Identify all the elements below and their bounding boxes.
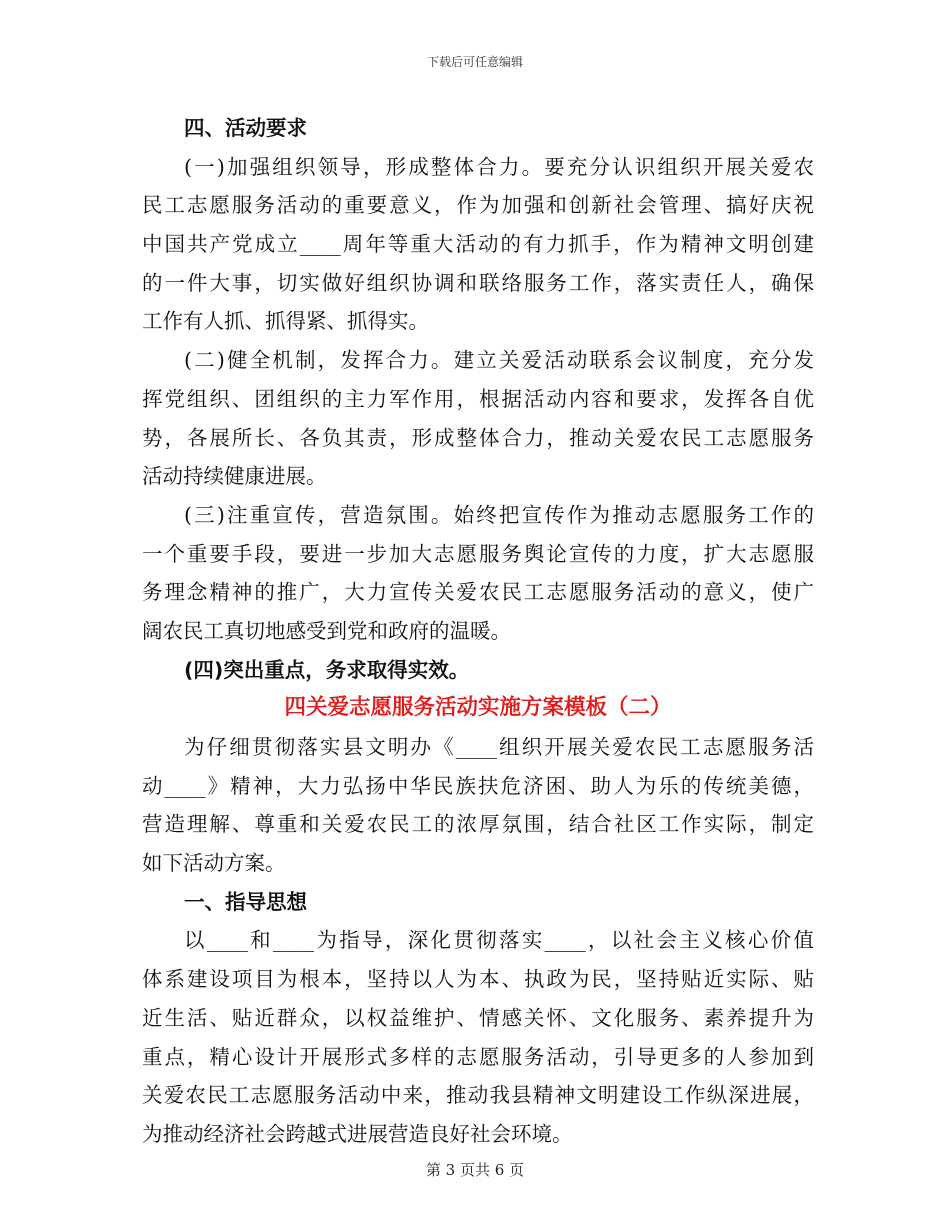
paragraph-mechanism: [142, 341, 814, 496]
page-header: 下载后可任意编辑: [426, 55, 523, 69]
document-body: [142, 109, 814, 1154]
section-heading-requirements: 四、活动要求: [184, 116, 307, 140]
paragraph-guiding-ideology: [142, 921, 814, 1153]
text-line: 的一件大事，切实做好组织协调和联络服务工作，落实责任人，确保: [142, 270, 814, 295]
text-line: 民工志愿服务活动的重要意义，作为加强和创新社会管理、搞好庆祝: [142, 193, 814, 218]
text-line: 工作有人抓、抓得紧、抓得实。: [142, 309, 429, 334]
text-line: 为推动经济社会跨越式进展营造良好社会环境。: [142, 1121, 573, 1146]
text-line: 为仔细贯彻落实县文明办《____组织开展关爱农民工志愿服务活: [184, 735, 814, 759]
text-line: 一个重要手段，要进一步加大志愿服务舆论宣传的力度，扩大志愿服: [142, 541, 814, 566]
section-heading-guiding-ideology: 一、指导思想: [184, 889, 307, 914]
paragraph-publicity: [142, 496, 814, 651]
text-line: 活动持续健康进展。: [142, 464, 327, 489]
template-title: 四关爱志愿服务活动实施方案模板（二）: [284, 695, 672, 721]
text-line: 以____和____为指导，深化贯彻落实____，以社会主义核心价值: [184, 928, 814, 953]
paragraph-focus: (四)突出重点，务求取得实效。: [184, 657, 470, 682]
text-line: 关爱农民工志愿服务活动中来，推动我县精神文明建设工作纵深进展，: [142, 1083, 814, 1108]
text-line: 营造理解、尊重和关爱农民工的浓厚氛围，结合社区工作实际，制定: [142, 812, 814, 837]
text-line: 如下活动方案。: [142, 851, 286, 876]
text-line: (三)注重宣传，营造氛围。始终把宣传作为推动志愿服务工作的: [184, 502, 814, 527]
paragraph-intro: [142, 728, 814, 883]
text-line: 重点，精心设计开展形式多样的志愿服务活动，引导更多的人参加到: [142, 1044, 814, 1069]
text-line: (二)健全机制，发挥合力。建立关爱活动联系会议制度，充分发: [184, 348, 814, 373]
text-line: (一)加强组织领导，形成整体合力。要充分认识组织开展关爱农: [184, 154, 814, 179]
text-line: 势，各展所长、各负其责，形成整体合力，推动关爱农民工志愿服务: [142, 425, 814, 450]
text-line: 动____》精神，大力弘扬中华民族扶危济困、助人为乐的传统美德，: [142, 773, 814, 798]
text-line: 体系建设项目为根本，坚持以人为本、执政为民，坚持贴近实际、贴: [142, 967, 814, 992]
text-line: 挥党组织、团组织的主力军作用，根据活动内容和要求，发挥各自优: [142, 386, 814, 411]
text-line: 务理念精神的推广，大力宣传关爱农民工志愿服务活动的意义，使广: [142, 580, 814, 605]
text-line: 中国共产党成立____周年等重大活动的有力抓手，作为精神文明创建: [142, 232, 814, 257]
paragraph-organization: [142, 148, 814, 341]
text-line: 近生活、贴近群众，以权益维护、情感关怀、文化服务、素养提升为: [142, 1005, 814, 1030]
page-number: 第 3 页共 6 页: [425, 1161, 525, 1179]
text-line: 阔农民工真切地感受到党和政府的温暖。: [142, 618, 511, 643]
